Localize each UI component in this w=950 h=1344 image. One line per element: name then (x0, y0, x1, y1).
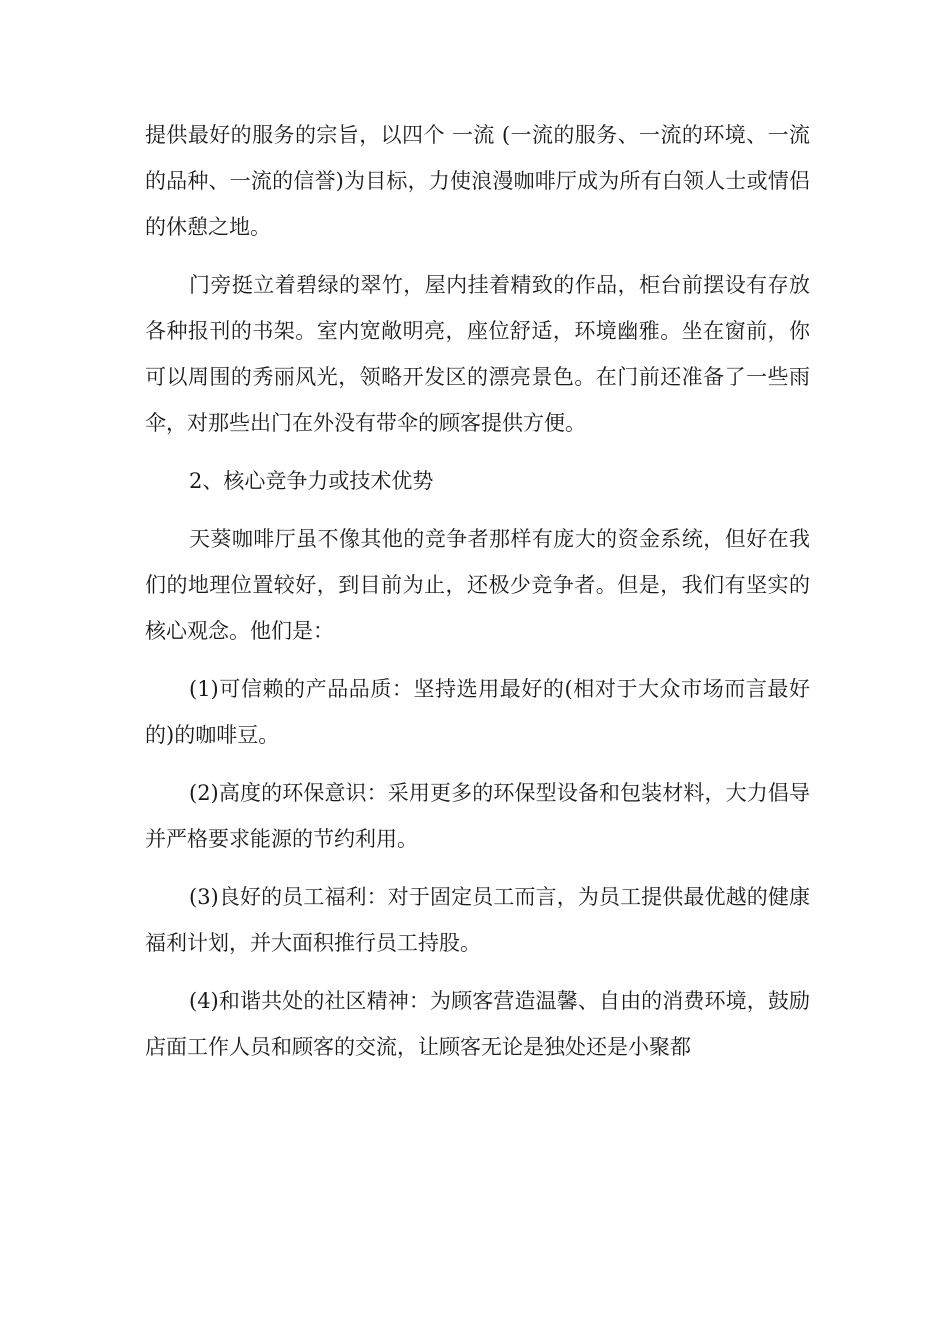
paragraph-1: 提供最好的服务的宗旨，以四个 一流 (一流的服务、一流的环境、一流的品种、一流的信誉)为目标，力使浪漫咖啡厅成为所有白领人士或情侣的休憩之地。 (145, 123, 810, 239)
list-item-3: (3)良好的员工福利：对于固定员工而言，为员工提供最优越的健康福利计划，并大面积推行员工持股。 (145, 885, 810, 955)
list-item-1: (1)可信赖的产品品质：坚持选用最好的(相对于大众市场而言最好的)的咖啡豆。 (145, 677, 810, 747)
list-item-2: (2)高度的环保意识：采用更多的环保型设备和包装材料，大力倡导并严格要求能源的节约利用。 (145, 781, 810, 851)
paragraph-3: 天葵咖啡厅虽不像其他的竞争者那样有庞大的资金系统，但好在我们的地理位置较好，到目前为止，还极少竞争者。但是，我们有坚实的核心观念。他们是： (145, 527, 810, 643)
list-item-4: (4)和谐共处的社区精神：为顾客营造温馨、自由的消费环境，鼓励店面工作人员和顾客的交流，让顾客无论是独处还是小聚都 (145, 989, 810, 1059)
document-body (145, 112, 810, 1082)
paragraph-2: 门旁挺立着碧绿的翠竹，屋内挂着精致的作品，柜台前摆设有存放各种报刊的书架。室内宽敞明亮，座位舒适，环境幽雅。坐在窗前，你可以周围的秀丽风光，领略开发区的漂亮景色。在门前还准备了一些雨伞，对那些出门在外没有带伞的顾客提供方便。 (145, 273, 810, 435)
section-heading: 2、核心竞争力或技术优势 (189, 469, 434, 493)
